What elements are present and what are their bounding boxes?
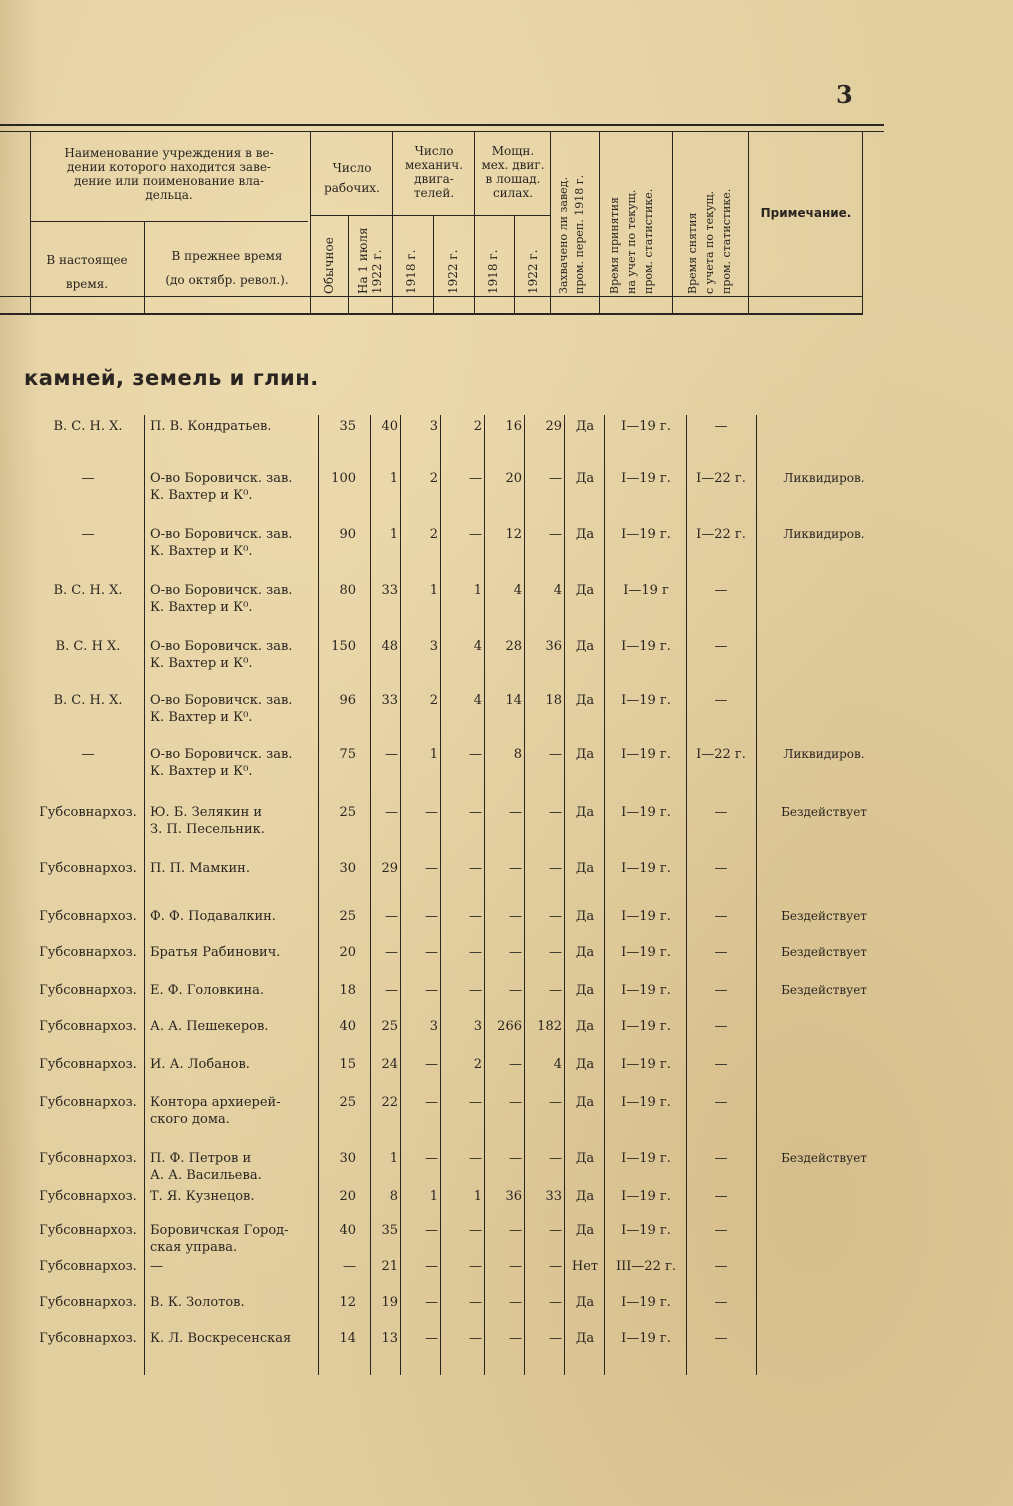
header-workers-usual: Обычное — [322, 237, 336, 294]
cell-workers-july: — — [385, 747, 398, 762]
cell-current-owner: Губсовнархоз. — [39, 805, 137, 820]
cell-former-owner: О-во Боровичск. зав. К. Вахтер и К⁰. — [150, 471, 293, 503]
cell-time-removed: I—22 г. — [696, 747, 746, 762]
cell-seized: Да — [575, 1057, 595, 1072]
cell-current-owner: Губсовнархоз. — [39, 1151, 137, 1166]
table-row — [0, 982, 1013, 1022]
cell-power-1922: — — [549, 1095, 562, 1110]
cell-time-accepted: I—19 г — [623, 583, 669, 598]
cell-time-accepted: I—19 г. — [621, 1057, 671, 1072]
cell-former-owner: П. В. Кондратьев. — [150, 419, 272, 434]
cell-workers-july: — — [385, 909, 398, 924]
cell-workers-usual: 25 — [339, 1095, 356, 1110]
header-bottom-rule-2 — [0, 313, 862, 315]
header-note: Примечание. — [760, 206, 852, 220]
cell-engines-1918: — — [425, 1057, 438, 1072]
header-current: В настоящее время. — [46, 253, 128, 291]
cell-workers-usual: 30 — [339, 1151, 356, 1166]
cell-workers-july: 25 — [381, 1019, 398, 1034]
cell-current-owner: Губсовнархоз. — [39, 945, 137, 960]
cell-power-1918: — — [509, 861, 522, 876]
header-power-1918: 1918 г. — [486, 249, 500, 294]
cell-time-accepted: I—19 г. — [621, 639, 671, 654]
hdr-vline — [433, 216, 434, 313]
table-row — [0, 582, 1013, 622]
cell-power-1918: — — [509, 1223, 522, 1238]
cell-workers-july: 19 — [381, 1295, 398, 1310]
hdr-vline — [862, 132, 863, 315]
cell-power-1922: 36 — [545, 639, 562, 654]
cell-time-removed: — — [714, 805, 728, 820]
cell-former-owner: А. А. Пешекеров. — [150, 1019, 269, 1034]
table-row — [0, 1222, 1013, 1262]
cell-power-1918: 8 — [513, 747, 522, 762]
cell-engines-1918: — — [425, 1295, 438, 1310]
cell-power-1922: 4 — [553, 1057, 562, 1072]
cell-workers-usual: 100 — [331, 471, 356, 486]
cell-power-1922: — — [549, 983, 562, 998]
cell-power-1918: 12 — [505, 527, 522, 542]
cell-time-removed: — — [714, 583, 728, 598]
header-engines-1918: 1918 г. — [404, 249, 418, 294]
cell-time-removed: I—22 г. — [696, 527, 746, 542]
cell-power-1918: 28 — [505, 639, 522, 654]
hdr-vline — [310, 132, 311, 313]
hdr-vline — [550, 132, 551, 313]
cell-engines-1918: 2 — [429, 471, 438, 486]
cell-seized: Да — [575, 1189, 595, 1204]
cell-power-1922: — — [549, 909, 562, 924]
header-seized: Захвачено ли завед. пром. переп. 1918 г. — [557, 174, 586, 294]
cell-current-owner: Губсовнархоз. — [39, 909, 137, 924]
cell-workers-usual: 75 — [339, 747, 356, 762]
cell-power-1918: — — [509, 1151, 522, 1166]
hdr-vline — [672, 132, 673, 313]
cell-engines-1918: — — [425, 1259, 438, 1274]
cell-current-owner: В. С. Н Х. — [55, 639, 121, 654]
cell-engines-1918: — — [425, 805, 438, 820]
cell-engines-1922: 3 — [473, 1019, 482, 1034]
cell-current-owner: В. С. Н. Х. — [53, 693, 123, 708]
cell-power-1922: — — [549, 1259, 562, 1274]
cell-power-1922: 29 — [545, 419, 562, 434]
cell-engines-1918: 2 — [429, 527, 438, 542]
cell-seized: Да — [575, 527, 595, 542]
cell-seized: Да — [575, 419, 595, 434]
cell-power-1922: — — [549, 945, 562, 960]
table-row — [0, 944, 1013, 984]
cell-engines-1918: — — [425, 1095, 438, 1110]
hdr-vline — [748, 132, 749, 313]
cell-power-1922: — — [549, 805, 562, 820]
cell-engines-1922: 4 — [473, 693, 482, 708]
cell-time-accepted: I—19 г. — [621, 1019, 671, 1034]
cell-workers-usual: 18 — [339, 983, 356, 998]
cell-time-removed: — — [714, 1259, 728, 1274]
cell-engines-1918: — — [425, 909, 438, 924]
cell-time-removed: — — [714, 419, 728, 434]
cell-former-owner: — — [150, 1259, 163, 1274]
cell-current-owner: В. С. Н. Х. — [53, 583, 123, 598]
cell-time-accepted: I—19 г. — [621, 805, 671, 820]
cell-former-owner: Е. Ф. Головкина. — [150, 983, 264, 998]
cell-power-1918: — — [509, 1095, 522, 1110]
cell-workers-july: 29 — [381, 861, 398, 876]
cell-engines-1922: — — [469, 805, 482, 820]
cell-note: Ликвидиров. — [783, 527, 865, 541]
cell-workers-usual: 25 — [339, 909, 356, 924]
header-workers: Число рабочих. — [324, 161, 380, 195]
cell-engines-1918: — — [425, 1223, 438, 1238]
cell-current-owner: Губсовнархоз. — [39, 1057, 137, 1072]
cell-power-1918: — — [509, 805, 522, 820]
cell-former-owner: П. Ф. Петров и А. А. Васильева. — [150, 1151, 262, 1183]
cell-time-removed: — — [714, 945, 728, 960]
cell-workers-july: 13 — [381, 1331, 398, 1346]
cell-workers-july: 33 — [381, 693, 398, 708]
cell-current-owner: Губсовнархоз. — [39, 1331, 137, 1346]
cell-workers-usual: 96 — [339, 693, 356, 708]
cell-power-1922: 182 — [537, 1019, 562, 1034]
cell-workers-july: 48 — [381, 639, 398, 654]
cell-engines-1918: 3 — [429, 639, 438, 654]
cell-workers-july: 21 — [381, 1259, 398, 1274]
cell-power-1922: — — [549, 1223, 562, 1238]
cell-workers-usual: — — [343, 1259, 356, 1274]
cell-seized: Да — [575, 805, 595, 820]
cell-former-owner: В. К. Золотов. — [150, 1295, 245, 1310]
cell-seized: Да — [575, 861, 595, 876]
cell-power-1918: 36 — [505, 1189, 522, 1204]
cell-time-removed: — — [714, 1189, 728, 1204]
cell-seized: Да — [575, 1019, 595, 1034]
cell-time-accepted: I—19 г. — [621, 1223, 671, 1238]
cell-workers-usual: 14 — [339, 1331, 356, 1346]
cell-note: Бездействует — [781, 1151, 867, 1165]
cell-engines-1922: 1 — [473, 583, 482, 598]
cell-time-removed: — — [714, 1151, 728, 1166]
cell-time-removed: — — [714, 693, 728, 708]
cell-current-owner: Губсовнархоз. — [39, 983, 137, 998]
cell-power-1922: — — [549, 1295, 562, 1310]
table-row — [0, 860, 1013, 900]
cell-power-1922: — — [549, 1151, 562, 1166]
table-row — [0, 746, 1013, 786]
cell-power-1922: — — [549, 471, 562, 486]
cell-former-owner: Т. Я. Кузнецов. — [150, 1189, 255, 1204]
hdr-vline — [30, 132, 31, 313]
cell-power-1922: — — [549, 861, 562, 876]
cell-engines-1918: 3 — [429, 1019, 438, 1034]
cell-current-owner: Губсовнархоз. — [39, 1189, 137, 1204]
cell-time-removed: I—22 г. — [696, 471, 746, 486]
cell-seized: Да — [575, 639, 595, 654]
cell-engines-1922: — — [469, 471, 482, 486]
cell-note: Ликвидиров. — [783, 471, 865, 485]
cell-seized: Да — [575, 1095, 595, 1110]
cell-workers-july: — — [385, 983, 398, 998]
cell-engines-1922: — — [469, 1331, 482, 1346]
cell-power-1918: — — [509, 1057, 522, 1072]
header-power: Мощн. мех. двиг. в лошад. силах. — [481, 144, 545, 200]
cell-seized: Да — [575, 747, 595, 762]
table-row — [0, 1056, 1013, 1096]
cell-seized: Да — [575, 945, 595, 960]
table-row — [0, 1018, 1013, 1058]
cell-seized: Да — [575, 471, 595, 486]
cell-note: Бездействует — [781, 909, 867, 923]
cell-power-1918: 4 — [513, 583, 522, 598]
cell-seized: Да — [575, 1331, 595, 1346]
cell-former-owner: О-во Боровичск. зав. К. Вахтер и К⁰. — [150, 747, 293, 779]
cell-time-accepted: I—19 г. — [621, 861, 671, 876]
cell-power-1922: 33 — [545, 1189, 562, 1204]
cell-workers-usual: 40 — [339, 1019, 356, 1034]
cell-time-accepted: I—19 г. — [621, 1331, 671, 1346]
cell-power-1922: 4 — [553, 583, 562, 598]
cell-former-owner: Контора архиерей- ского дома. — [150, 1095, 281, 1127]
cell-workers-july: 8 — [389, 1189, 398, 1204]
cell-power-1918: 20 — [505, 471, 522, 486]
cell-former-owner: О-во Боровичск. зав. К. Вахтер и К⁰. — [150, 639, 293, 671]
cell-engines-1922: — — [469, 945, 482, 960]
cell-former-owner: П. П. Мамкин. — [150, 861, 250, 876]
header-time-accepted: Время принятия на учет по текущ. пром. статистике. — [608, 188, 655, 294]
cell-current-owner: Губсовнархоз. — [39, 1223, 137, 1238]
header-former: В прежнее время (до октябр. револ.). — [165, 249, 289, 287]
table-row — [0, 1294, 1013, 1334]
cell-time-accepted: I—19 г. — [621, 945, 671, 960]
cell-workers-usual: 90 — [339, 527, 356, 542]
table-row — [0, 1150, 1013, 1190]
cell-engines-1918: 2 — [429, 693, 438, 708]
cell-engines-1922: — — [469, 983, 482, 998]
cell-time-accepted: I—19 г. — [621, 527, 671, 542]
cell-time-removed: — — [714, 1331, 728, 1346]
cell-workers-july: 1 — [389, 1151, 398, 1166]
cell-seized: Да — [575, 1295, 595, 1310]
cell-workers-usual: 150 — [331, 639, 356, 654]
header-bottom-rule — [0, 296, 862, 297]
table-row — [0, 1258, 1013, 1298]
cell-engines-1922: — — [469, 909, 482, 924]
cell-engines-1918: 1 — [429, 747, 438, 762]
cell-power-1918: — — [509, 1331, 522, 1346]
cell-engines-1922: — — [469, 861, 482, 876]
cell-seized: Нет — [571, 1259, 599, 1274]
cell-workers-july: 33 — [381, 583, 398, 598]
cell-workers-usual: 80 — [339, 583, 356, 598]
cell-workers-july: 22 — [381, 1095, 398, 1110]
cell-workers-july: 40 — [381, 419, 398, 434]
cell-current-owner: — — [81, 747, 95, 762]
table-row — [0, 470, 1013, 510]
cell-seized: Да — [575, 983, 595, 998]
header-top-rule — [0, 124, 884, 126]
cell-workers-usual: 20 — [339, 1189, 356, 1204]
cell-current-owner: Губсовнархоз. — [39, 861, 137, 876]
cell-engines-1922: — — [469, 1223, 482, 1238]
cell-workers-usual: 12 — [339, 1295, 356, 1310]
cell-time-accepted: I—19 г. — [621, 693, 671, 708]
table-row — [0, 638, 1013, 678]
cell-former-owner: Ю. Б. Зелякин и З. П. Песельник. — [150, 805, 265, 837]
cell-engines-1918: 3 — [429, 419, 438, 434]
cell-workers-july: 1 — [389, 471, 398, 486]
cell-power-1918: 14 — [505, 693, 522, 708]
cell-seized: Да — [575, 583, 595, 598]
cell-note: Бездействует — [781, 983, 867, 997]
cell-engines-1922: — — [469, 1295, 482, 1310]
header-engines: Число механич. двига- телей. — [404, 144, 464, 200]
cell-time-removed: — — [714, 639, 728, 654]
cell-former-owner: Братья Рабинович. — [150, 945, 281, 960]
section-title: камней, земель и глин. — [24, 366, 319, 390]
cell-time-removed: — — [714, 1095, 728, 1110]
header-time-removed: Время снятия с учета по текущ. пром. статистике. — [686, 188, 733, 294]
cell-workers-july: — — [385, 805, 398, 820]
cell-engines-1918: 1 — [429, 1189, 438, 1204]
table-row — [0, 418, 1013, 458]
hdr-vline — [348, 216, 349, 313]
cell-workers-july: 35 — [381, 1223, 398, 1238]
cell-time-accepted: III—22 г. — [615, 1259, 677, 1274]
cell-engines-1922: — — [469, 527, 482, 542]
cell-former-owner: О-во Боровичск. зав. К. Вахтер и К⁰. — [150, 527, 293, 559]
cell-former-owner: О-во Боровичск. зав. К. Вахтер и К⁰. — [150, 583, 293, 615]
page-number: 3 — [836, 80, 853, 109]
cell-seized: Да — [575, 909, 595, 924]
cell-power-1918: — — [509, 945, 522, 960]
hdr-vline — [514, 216, 515, 313]
cell-power-1918: — — [509, 1259, 522, 1274]
cell-time-accepted: I—19 г. — [621, 1151, 671, 1166]
hdr-vline — [599, 132, 600, 313]
cell-engines-1922: 2 — [473, 1057, 482, 1072]
cell-engines-1922: — — [469, 1095, 482, 1110]
cell-former-owner: О-во Боровичск. зав. К. Вахтер и К⁰. — [150, 693, 293, 725]
cell-time-accepted: I—19 г. — [621, 1189, 671, 1204]
cell-seized: Да — [575, 1151, 595, 1166]
cell-time-removed: — — [714, 1019, 728, 1034]
table-row — [0, 804, 1013, 844]
cell-time-removed: — — [714, 983, 728, 998]
cell-former-owner: Боровичская Город- ская управа. — [150, 1223, 289, 1255]
cell-workers-usual: 35 — [339, 419, 356, 434]
hdr-vline — [144, 222, 145, 313]
cell-note: Ликвидиров. — [783, 747, 865, 761]
cell-power-1918: 16 — [505, 419, 522, 434]
cell-power-1918: — — [509, 1295, 522, 1310]
cell-power-1918: — — [509, 983, 522, 998]
cell-engines-1922: — — [469, 747, 482, 762]
table-row — [0, 1094, 1013, 1134]
cell-current-owner: Губсовнархоз. — [39, 1295, 137, 1310]
cell-time-removed: — — [714, 909, 728, 924]
hdr-vline — [474, 132, 475, 313]
table-row — [0, 526, 1013, 566]
cell-current-owner: Губсовнархоз. — [39, 1259, 137, 1274]
cell-time-accepted: I—19 г. — [621, 983, 671, 998]
cell-power-1922: — — [549, 747, 562, 762]
cell-engines-1918: — — [425, 1331, 438, 1346]
table-row — [0, 1330, 1013, 1370]
cell-engines-1918: — — [425, 861, 438, 876]
header-mid-rule — [30, 221, 308, 222]
cell-engines-1922: 1 — [473, 1189, 482, 1204]
cell-seized: Да — [575, 693, 595, 708]
cell-time-removed: — — [714, 1223, 728, 1238]
cell-current-owner: В. С. Н. Х. — [53, 419, 123, 434]
cell-power-1918: — — [509, 909, 522, 924]
header-engines-1922: 1922 г. — [446, 249, 460, 294]
cell-time-accepted: I—19 г. — [621, 747, 671, 762]
hdr-vline — [392, 132, 393, 313]
header-name-group: Наименование учреждения в ве- дении которого находится заве- дение или поименование вла- дельца. — [64, 146, 274, 202]
cell-workers-usual: 25 — [339, 805, 356, 820]
cell-time-removed: — — [714, 1295, 728, 1310]
cell-former-owner: К. Л. Воскресенская — [150, 1331, 292, 1346]
cell-engines-1918: — — [425, 983, 438, 998]
cell-time-accepted: I—19 г. — [621, 909, 671, 924]
cell-note: Бездействует — [781, 805, 867, 819]
cell-current-owner: Губсовнархоз. — [39, 1019, 137, 1034]
cell-engines-1918: — — [425, 1151, 438, 1166]
cell-former-owner: Ф. Ф. Подавалкин. — [150, 909, 276, 924]
cell-workers-usual: 20 — [339, 945, 356, 960]
cell-power-1922: 18 — [545, 693, 562, 708]
cell-time-removed: — — [714, 1057, 728, 1072]
cell-current-owner: — — [81, 471, 95, 486]
cell-time-removed: — — [714, 861, 728, 876]
cell-engines-1918: 1 — [429, 583, 438, 598]
cell-time-accepted: I—19 г. — [621, 419, 671, 434]
cell-former-owner: И. А. Лобанов. — [150, 1057, 250, 1072]
cell-time-accepted: I—19 г. — [621, 471, 671, 486]
cell-power-1922: — — [549, 527, 562, 542]
cell-workers-usual: 30 — [339, 861, 356, 876]
cell-time-accepted: I—19 г. — [621, 1295, 671, 1310]
cell-time-accepted: I—19 г. — [621, 1095, 671, 1110]
cell-current-owner: Губсовнархоз. — [39, 1095, 137, 1110]
cell-engines-1922: — — [469, 1259, 482, 1274]
header-top-rule-2 — [0, 131, 884, 132]
cell-engines-1922: — — [469, 1151, 482, 1166]
cell-workers-usual: 40 — [339, 1223, 356, 1238]
cell-workers-july: — — [385, 945, 398, 960]
table-row — [0, 692, 1013, 732]
cell-workers-july: 24 — [381, 1057, 398, 1072]
header-power-1922: 1922 г. — [526, 249, 540, 294]
cell-engines-1922: 4 — [473, 639, 482, 654]
cell-engines-1918: — — [425, 945, 438, 960]
cell-seized: Да — [575, 1223, 595, 1238]
table-row — [0, 908, 1013, 948]
cell-current-owner: — — [81, 527, 95, 542]
cell-workers-usual: 15 — [339, 1057, 356, 1072]
cell-engines-1922: 2 — [473, 419, 482, 434]
cell-workers-july: 1 — [389, 527, 398, 542]
cell-power-1922: — — [549, 1331, 562, 1346]
header-workers-july: На 1 июля 1922 г. — [356, 227, 384, 294]
cell-note: Бездействует — [781, 945, 867, 959]
cell-power-1918: 266 — [497, 1019, 522, 1034]
